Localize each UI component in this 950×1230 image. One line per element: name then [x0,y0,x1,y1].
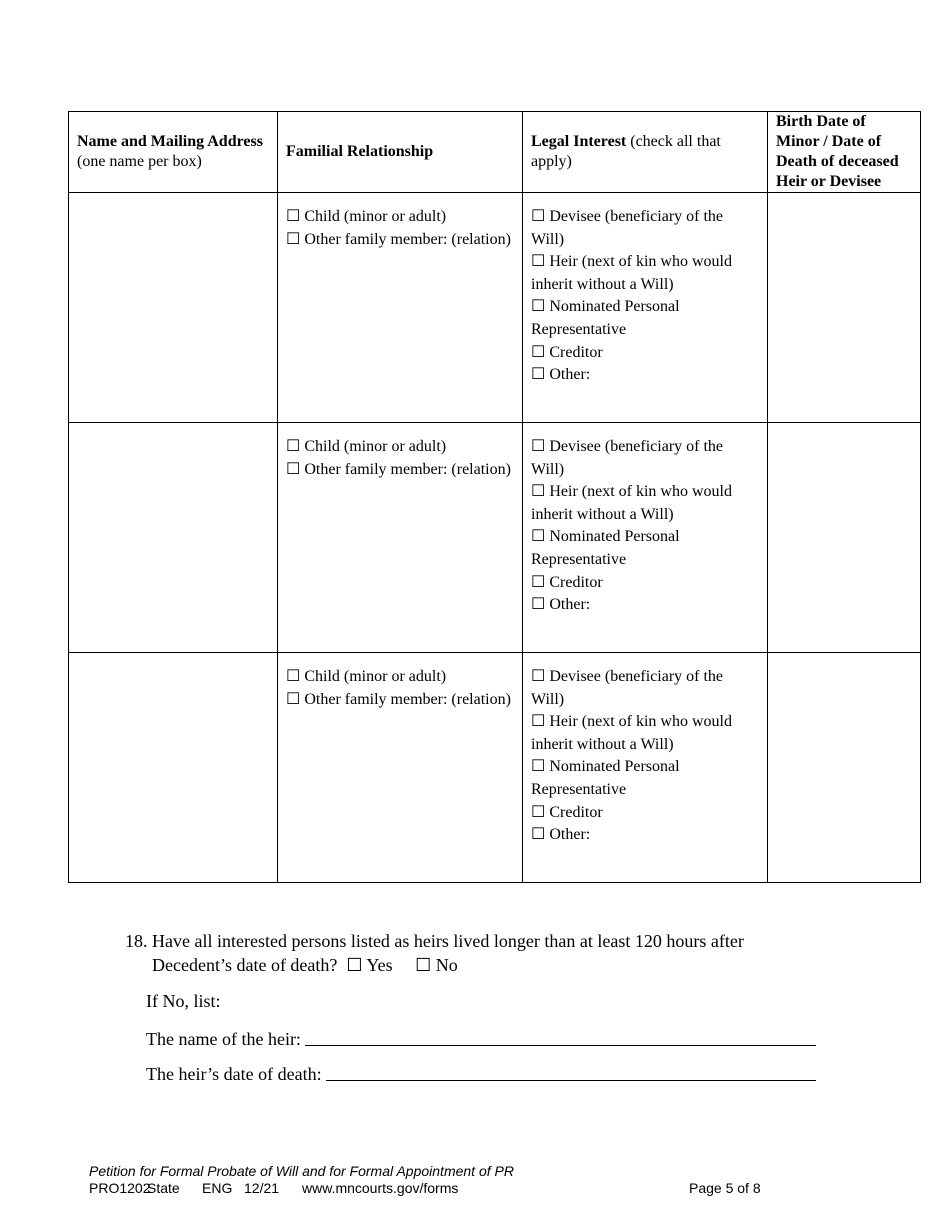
if-no-list-label: If No, list: [146,991,221,1011]
header-name-address: Name and Mailing Address (one name per box) [69,112,278,193]
legal-option: ☐ Heir (next of kin who would inherit without a Will) [531,713,732,753]
header-legal-interest: Legal Interest (check all that apply) [523,112,768,193]
heir-name-field[interactable] [305,1027,816,1046]
table-header-row [69,112,921,193]
heir-death-date-row [146,1062,816,1085]
checkbox[interactable]: ☐ [531,803,546,821]
checkbox[interactable]: ☐ [286,438,301,455]
question-18-line2: Decedent’s date of death? ☐ Yes ☐ No [152,955,458,975]
legal-option: ☐ Nominated Personal Representative [531,528,680,568]
name-address-cell[interactable] [69,653,278,883]
table-row [69,423,921,653]
header-birth-death-date: Birth Date of Minor / Date of Death of deceased Heir or Devisee [768,112,921,193]
legal-interest-cell [523,653,768,883]
interested-persons-table [68,111,921,883]
footer-meta [89,1180,514,1197]
heir-death-date-label: The heir’s date of death: [146,1064,322,1084]
legal-option: ☐ Nominated Personal Representative [531,758,680,798]
heir-name-label: The name of the heir: [146,1029,301,1049]
date-cell[interactable] [768,423,921,653]
yes-option[interactable]: ☐ Yes [346,955,393,975]
footer-form-title: Petition for Formal Probate of Will and for Formal Appointment of PR [89,1163,514,1179]
heir-name-row [146,1027,816,1050]
no-option[interactable]: ☐ No [415,955,458,975]
relationship-option: ☐ Child (minor or adult) [286,668,447,685]
checkbox[interactable]: ☐ [531,713,546,731]
legal-option: ☐ Creditor [531,573,603,591]
legal-option: ☐ Nominated Personal Representative [531,298,680,338]
checkbox[interactable]: ☐ [531,483,546,501]
page-footer [89,1163,514,1197]
relationship-cell [278,193,523,423]
checkbox[interactable]: ☐ [286,690,301,708]
relationship-option: ☐ Other family member: (relation) [286,230,511,248]
legal-option: ☐ Devisee (beneficiary of the Will) [531,208,724,248]
checkbox[interactable]: ☐ [286,460,301,478]
checkbox[interactable]: ☐ [415,955,432,975]
checkbox[interactable]: ☐ [531,298,546,316]
header-familial-relationship: Familial Relationship [278,112,523,193]
legal-interest-cell [523,423,768,653]
checkbox[interactable]: ☐ [531,253,546,271]
relationship-option: ☐ Child (minor or adult) [286,208,447,225]
page-number: Page 5 of 8 [689,1180,761,1196]
footer-form-code: PRO1202 [89,1180,151,1196]
footer-revision: 12/21 [244,1180,280,1196]
footer-url[interactable]: www.mncourts.gov/forms [302,1180,459,1196]
legal-option: ☐ Other: [531,826,591,844]
legal-option: ☐ Creditor [531,343,603,361]
table-row [69,193,921,423]
heir-death-date-field[interactable] [326,1062,816,1081]
checkbox[interactable]: ☐ [531,758,546,776]
legal-option: ☐ Heir (next of kin who would inherit without a Will) [531,483,732,523]
legal-option: ☐ Heir (next of kin who would inherit without a Will) [531,253,732,293]
checkbox[interactable]: ☐ [531,366,546,384]
checkbox[interactable]: ☐ [531,438,546,455]
checkbox[interactable]: ☐ [531,208,546,225]
table-row [69,653,921,883]
legal-option: ☐ Devisee (beneficiary of the Will) [531,438,724,478]
legal-option: ☐ Creditor [531,803,603,821]
checkbox[interactable]: ☐ [531,343,546,361]
relationship-cell [278,423,523,653]
checkbox[interactable]: ☐ [531,573,546,591]
name-address-cell[interactable] [69,193,278,423]
relationship-option: ☐ Child (minor or adult) [286,438,447,455]
checkbox[interactable]: ☐ [286,668,301,685]
legal-option: ☐ Other: [531,596,591,614]
date-cell[interactable] [768,193,921,423]
name-address-cell[interactable] [69,423,278,653]
checkbox[interactable]: ☐ [531,596,546,614]
relationship-cell [278,653,523,883]
checkbox[interactable]: ☐ [531,528,546,546]
legal-option: ☐ Devisee (beneficiary of the Will) [531,668,724,708]
footer-jurisdiction: State [147,1180,180,1196]
legal-option: ☐ Other: [531,366,591,384]
footer-language: ENG [202,1180,233,1196]
legal-interest-cell [523,193,768,423]
question-18-line1: 18. Have all interested persons listed as heirs lived longer than at least 120 hours after [125,931,744,951]
checkbox[interactable]: ☐ [286,208,301,225]
checkbox[interactable]: ☐ [531,668,546,685]
date-cell[interactable] [768,653,921,883]
relationship-option: ☐ Other family member: (relation) [286,690,511,708]
question-18 [125,929,825,977]
relationship-option: ☐ Other family member: (relation) [286,460,511,478]
checkbox[interactable]: ☐ [286,230,301,248]
checkbox[interactable]: ☐ [346,955,363,975]
checkbox[interactable]: ☐ [531,826,546,844]
